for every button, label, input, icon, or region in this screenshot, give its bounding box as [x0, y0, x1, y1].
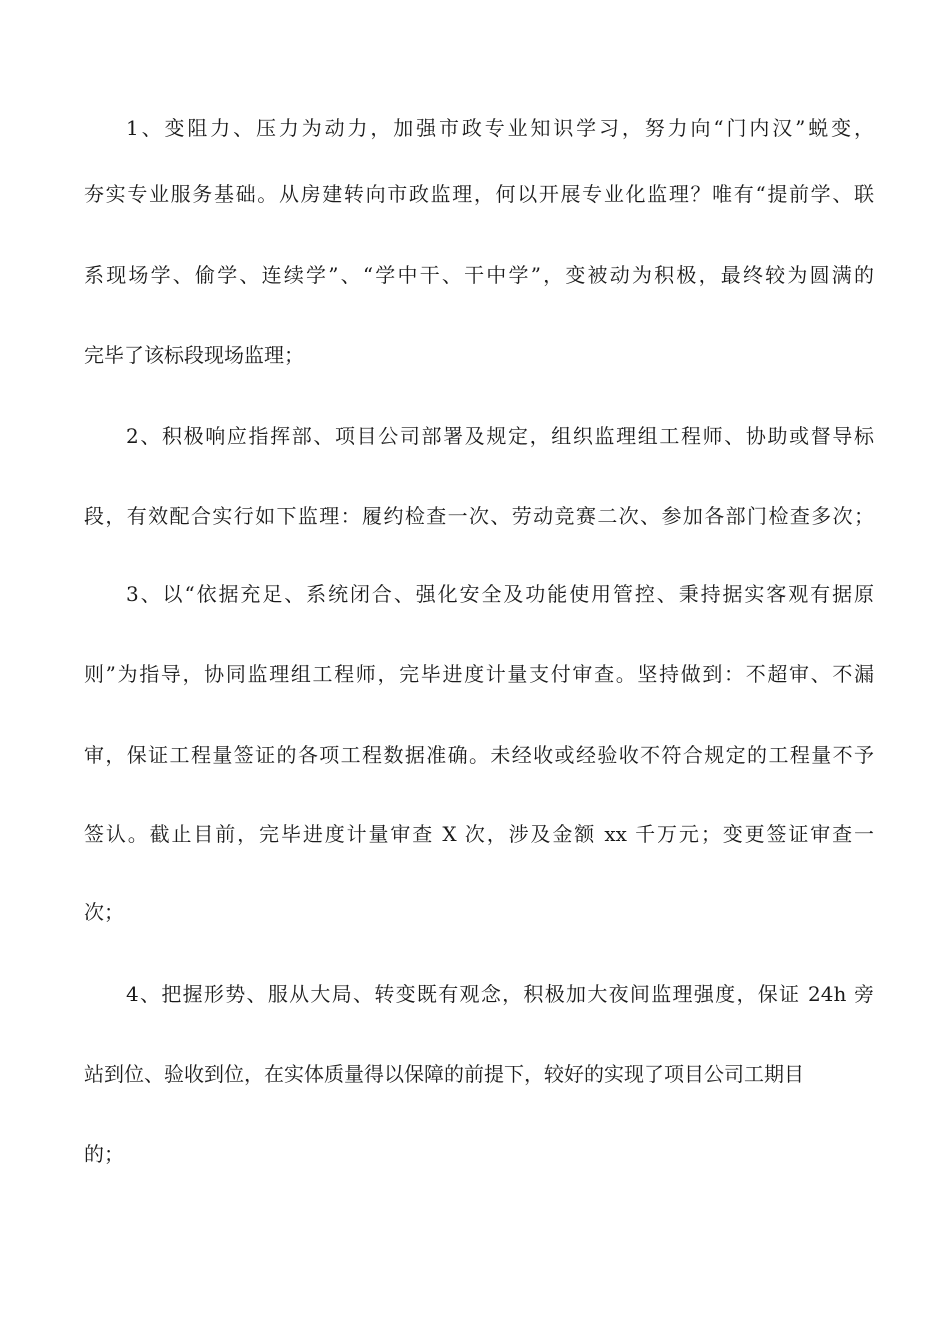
paragraph-1-line-4: 完毕了该标段现场监理； — [84, 343, 304, 367]
paragraph-3-line-5: 次； — [84, 900, 124, 924]
paragraph-4-line-3: 的； — [84, 1142, 124, 1166]
paragraph-4-line-1: 4、把握形势、服从大局、转变既有观念，积极加大夜间监理强度，保证 24h 旁 — [126, 982, 874, 1006]
paragraph-2-line-2: 段，有效配合实行如下监理：履约检查一次、劳动竞赛二次、参加各部门检查多次； — [84, 504, 874, 528]
paragraph-4-line-2: 站到位、验收到位，在实体质量得以保障的前提下，较好的实现了项目公司工期目 — [84, 1062, 804, 1086]
paragraph-3-line-1: 3、以“依据充足、系统闭合、强化安全及功能使用管控、秉持据实客观有据原 — [126, 582, 874, 606]
paragraph-1-line-2: 夯实专业服务基础。从房建转向市政监理，何以开展专业化监理？唯有“提前学、联 — [84, 182, 874, 206]
paragraph-3-line-3: 审，保证工程量签证的各项工程数据准确。未经收或经验收不符合规定的工程量不予 — [84, 743, 874, 767]
paragraph-2-line-1: 2、积极响应指挥部、项目公司部署及规定，组织监理组工程师、协助或督导标 — [126, 424, 874, 448]
paragraph-1-line-3: 系现场学、偷学、连续学”、“学中干、干中学”，变被动为积极，最终较为圆满的 — [84, 263, 874, 287]
paragraph-3-line-4: 签认。截止目前，完毕进度计量审查 X 次，涉及金额 xx 千万元；变更签证审查一 — [84, 822, 874, 846]
paragraph-1-line-1: 1、变阻力、压力为动力，加强市政专业知识学习，努力向“门内汉”蜕变， — [126, 116, 874, 140]
paragraph-3-line-2: 则”为指导，协同监理组工程师，完毕进度计量支付审查。坚持做到：不超审、不漏 — [84, 662, 874, 686]
